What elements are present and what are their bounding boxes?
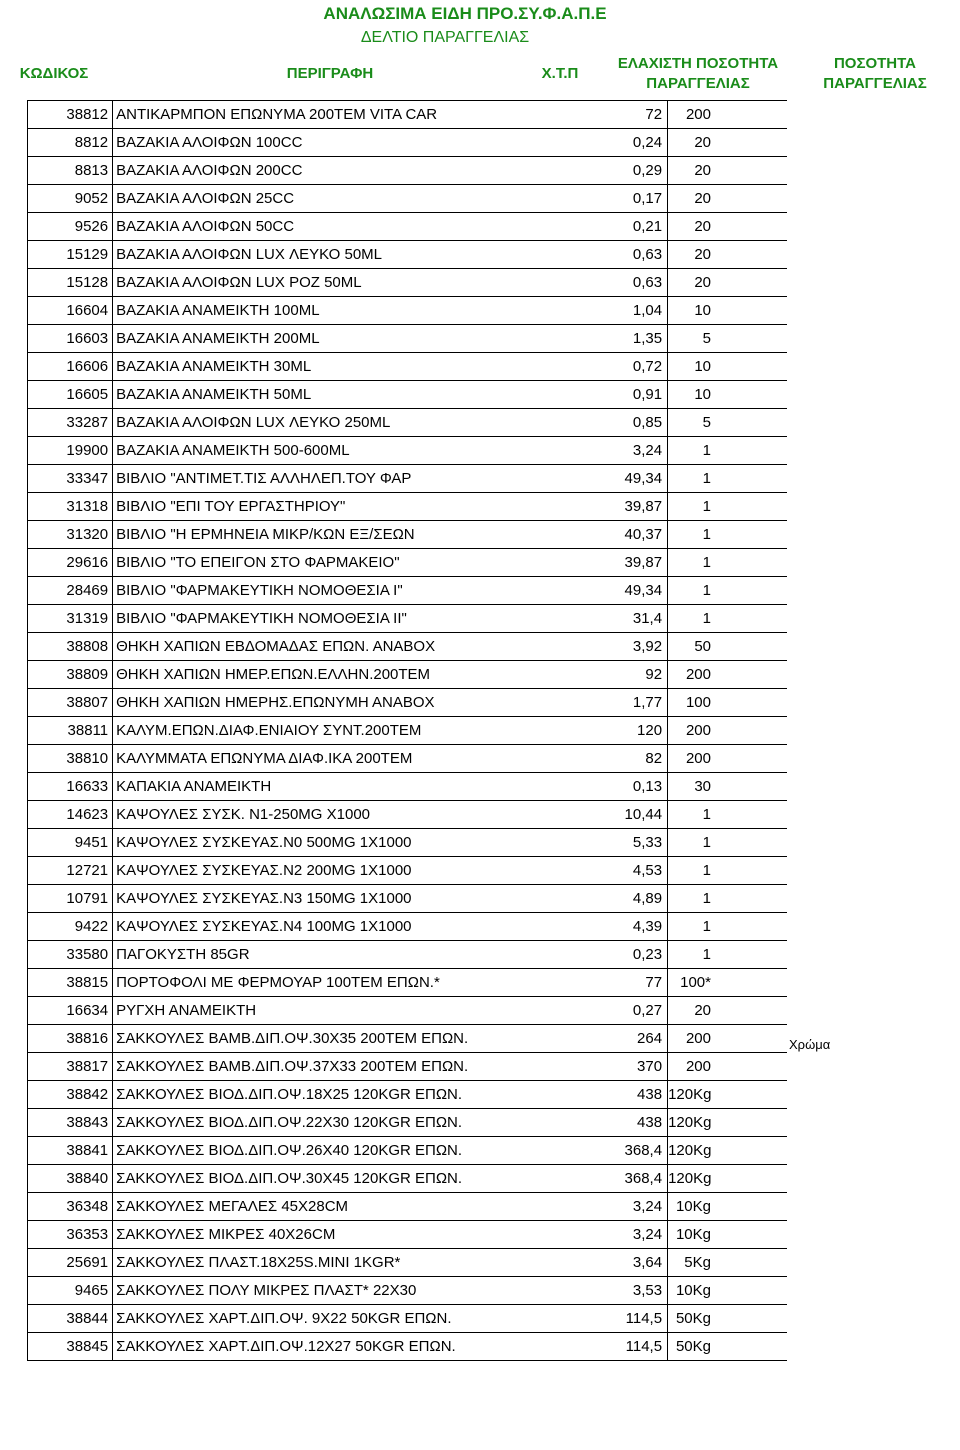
item-description: ΘΗΚΗ ΧΑΠΙΩΝ ΗΜΕΡΗΣ.ΕΠΩΝΥΜΗ ΑΝΑΒΟΧ [113,689,500,717]
table-row [28,465,788,493]
item-description: ΣΑΚΚΟΥΛΕΣ ΜΕΓΑΛΕΣ 45Χ28CM [113,1193,500,1221]
item-code: 36353 [28,1221,113,1249]
item-code: 38816 [28,1025,113,1053]
item-description: ΒΑΖΑΚΙΑ ΑΝΑΜΕΙΚΤΗ 500-600ML [113,437,500,465]
item-min-quantity: 1 [668,437,787,465]
item-price: 3,53 [500,1277,668,1305]
item-code: 16633 [28,773,113,801]
item-min-quantity: 20 [668,997,787,1025]
item-description: ΒΑΖΑΚΙΑ ΑΛΟΙΦΩΝ 200CC [113,157,500,185]
item-order-quantity[interactable] [787,940,960,970]
table-row [28,857,788,885]
item-order-quantity[interactable] [787,700,960,730]
item-price: 3,64 [500,1249,668,1277]
item-order-quantity[interactable] [787,610,960,640]
item-price: 0,91 [500,381,668,409]
item-code: 38811 [28,717,113,745]
item-order-quantity[interactable] [787,430,960,460]
item-price: 82 [500,745,668,773]
item-code: 38808 [28,633,113,661]
table-row [28,381,788,409]
item-description: ΣΑΚΚΟΥΛΕΣ ΒΑΜΒ.ΔΙΠ.ΟΨ.37Χ33 200ΤΕΜ ΕΠΩΝ. [113,1053,500,1081]
table-row [28,633,788,661]
item-price: 3,24 [500,437,668,465]
item-price: 77 [500,969,668,997]
table-row [28,1193,788,1221]
item-description: ΚΑΨΟΥΛΕΣ ΣΥΣΚΕΥΑΣ.Ν4 100MG 1Χ1000 [113,913,500,941]
item-min-quantity: 20 [668,185,787,213]
item-order-quantity[interactable] [787,190,960,220]
item-code: 19900 [28,437,113,465]
table-row [28,213,788,241]
item-order-quantity[interactable] [787,970,960,1000]
item-price: 0,13 [500,773,668,801]
item-min-quantity: 30 [668,773,787,801]
item-code: 38812 [28,101,113,129]
item-price: 0,63 [500,241,668,269]
item-order-quantity[interactable] [787,670,960,700]
item-description: ΚΑΛΥΜ.ΕΠΩΝ.ΔΙΑΦ.ΕΝΙΑΙΟΥ ΣΥΝΤ.200ΤΕΜ [113,717,500,745]
item-min-quantity: 5 [668,409,787,437]
item-description: ΒΑΖΑΚΙΑ ΑΛΟΙΦΩΝ 100CC [113,129,500,157]
item-order-quantity[interactable] [787,1300,960,1330]
item-price: 0,85 [500,409,668,437]
item-description: ΒΑΖΑΚΙΑ ΑΛΟΙΦΩΝ LUX ΡΟΖ 50ML [113,269,500,297]
item-order-quantity[interactable] [787,1270,960,1300]
item-description: ΒΙΒΛΙΟ "ΤΟ ΕΠΕΙΓΟΝ ΣΤΟ ΦΑΡΜΑΚΕΙΟ" [113,549,500,577]
item-code: 31318 [28,493,113,521]
item-price: 92 [500,661,668,689]
table-row [28,1081,788,1109]
item-price: 1,77 [500,689,668,717]
item-min-quantity: 1 [668,549,787,577]
item-price: 0,21 [500,213,668,241]
item-min-quantity: 1 [668,521,787,549]
item-min-quantity: 1 [668,577,787,605]
table-row [28,1025,788,1053]
item-description: ΣΑΚΚΟΥΛΕΣ ΠΟΛΥ ΜΙΚΡΕΣ ΠΛΑΣΤ* 22Χ30 [113,1277,500,1305]
item-order-quantity[interactable] [787,160,960,190]
table-row [28,549,788,577]
table-row [28,1333,788,1361]
table-row [28,773,788,801]
item-min-quantity: 20 [668,157,787,185]
item-price: 3,24 [500,1193,668,1221]
header-code: ΚΩΔΙΚΟΣ [19,65,89,82]
item-order-quantity[interactable]: Χρώμα [789,1037,831,1052]
item-price: 31,4 [500,605,668,633]
item-order-quantity[interactable] [787,1330,960,1360]
item-code: 15128 [28,269,113,297]
item-min-quantity: 100 [668,689,787,717]
item-description: ΒΑΖΑΚΙΑ ΑΝΑΜΕΙΚΤΗ 30ML [113,353,500,381]
item-min-quantity: 20 [668,213,787,241]
item-description: ΚΑΨΟΥΛΕΣ ΣΥΣΚΕΥΑΣ.Ν2 200MG 1Χ1000 [113,857,500,885]
item-code: 9422 [28,913,113,941]
item-order-quantity[interactable] [787,1120,960,1150]
item-order-quantity[interactable] [787,310,960,340]
item-order-quantity[interactable] [787,1390,960,1420]
item-price: 49,34 [500,465,668,493]
item-price: 0,29 [500,157,668,185]
table-row [28,185,788,213]
item-code: 8813 [28,157,113,185]
item-code: 8812 [28,129,113,157]
item-min-quantity: 10Kg [668,1193,787,1221]
item-order-quantity[interactable] [787,880,960,910]
item-code: 33580 [28,941,113,969]
table-row [28,157,788,185]
item-description: ΑΝΤΙΚΑΡΜΠΟΝ ΕΠΩΝΥΜΑ 200ΤΕΜ VITA CAR [113,101,500,129]
table-row [28,577,788,605]
item-code: 38807 [28,689,113,717]
item-min-quantity: 200 [668,1053,787,1081]
item-order-quantity[interactable] [787,340,960,370]
item-price: 4,89 [500,885,668,913]
table-row [28,941,788,969]
item-order-quantity[interactable] [787,850,960,880]
item-min-quantity: 1 [668,829,787,857]
table-row [28,409,788,437]
item-order-quantity[interactable] [787,1150,960,1180]
header-description: ΠΕΡΙΓΡΑΦΗ [286,65,374,82]
table-row [28,1137,788,1165]
item-min-quantity: 120Kg [668,1137,787,1165]
item-description: ΒΑΖΑΚΙΑ ΑΝΑΜΕΙΚΤΗ 200ML [113,325,500,353]
table-row [28,717,788,745]
item-min-quantity: 100* [668,969,787,997]
item-description: ΣΑΚΚΟΥΛΕΣ ΒΙΟΔ.ΔΙΠ.ΟΨ.26Χ40 120KGR ΕΠΩΝ. [113,1137,500,1165]
table-row [28,353,788,381]
item-min-quantity: 50Kg [668,1305,787,1333]
item-min-quantity: 200 [668,745,787,773]
item-price: 0,23 [500,941,668,969]
item-min-quantity: 1 [668,605,787,633]
item-min-quantity: 50Kg [668,1333,787,1361]
item-price: 438 [500,1109,668,1137]
item-code: 10791 [28,885,113,913]
item-price: 39,87 [500,549,668,577]
item-code: 16634 [28,997,113,1025]
item-order-quantity[interactable] [787,100,960,130]
item-code: 38817 [28,1053,113,1081]
item-price: 0,72 [500,353,668,381]
item-order-quantity[interactable] [787,400,960,430]
table-row [28,1109,788,1137]
item-code: 38841 [28,1137,113,1165]
item-price: 5,33 [500,829,668,857]
table-row [28,661,788,689]
table-row [28,325,788,353]
item-code: 36348 [28,1193,113,1221]
table-row [28,521,788,549]
header-order-quantity: ΠΟΣΟΤΗΤΑ ΠΑΡΑΓΓΕΛΙΑΣ [823,55,927,92]
item-price: 368,4 [500,1137,668,1165]
item-code: 38843 [28,1109,113,1137]
item-code: 9526 [28,213,113,241]
item-price: 368,4 [500,1165,668,1193]
item-code: 9451 [28,829,113,857]
item-code: 38815 [28,969,113,997]
item-price: 4,39 [500,913,668,941]
item-description: ΣΑΚΚΟΥΛΕΣ ΒΙΟΔ.ΔΙΠ.ΟΨ.30Χ45 120KGR ΕΠΩΝ. [113,1165,500,1193]
item-description: ΒΙΒΛΙΟ "ΦΑΡΜΑΚΕΥΤΙΚΗ ΝΟΜΟΘΕΣΙΑ Ι" [113,577,500,605]
item-order-quantity[interactable] [787,460,960,490]
item-description: ΒΙΒΛΙΟ "ΦΑΡΜΑΚΕΥΤΙΚΗ ΝΟΜΟΘΕΣΙΑ ΙΙ" [113,605,500,633]
item-min-quantity: 1 [668,885,787,913]
item-order-quantity[interactable] [787,760,960,790]
item-order-quantity[interactable] [787,580,960,610]
table-row [28,241,788,269]
item-order-quantity[interactable] [787,1420,960,1450]
item-description: ΚΑΨΟΥΛΕΣ ΣΥΣΚΕΥΑΣ.Ν3 150MG 1Χ1000 [113,885,500,913]
item-min-quantity: 200 [668,101,787,129]
item-price: 370 [500,1053,668,1081]
table-row [28,437,788,465]
item-order-quantity[interactable] [787,250,960,280]
item-code: 9052 [28,185,113,213]
header-min-quantity: ΕΛΑΧΙΣΤΗ ΠΟΣΟΤΗΤΑ ΠΑΡΑΓΓΕΛΙΑΣ [617,55,779,92]
table-row [28,885,788,913]
item-code: 25691 [28,1249,113,1277]
item-code: 33347 [28,465,113,493]
item-order-quantity[interactable] [787,490,960,520]
item-price: 0,63 [500,269,668,297]
item-code: 16603 [28,325,113,353]
item-min-quantity: 10 [668,353,787,381]
item-description: ΠΟΡΤΟΦΟΛΙ ΜΕ ΦΕΡΜΟΥΑΡ 100ΤΕΜ ΕΠΩΝ.* [113,969,500,997]
item-min-quantity: 1 [668,857,787,885]
item-min-quantity: 1 [668,493,787,521]
table-row [28,129,788,157]
item-price: 120 [500,717,668,745]
item-min-quantity: 1 [668,913,787,941]
item-description: ΒΑΖΑΚΙΑ ΑΛΟΙΦΩΝ LUX ΛΕΥΚΟ 250ML [113,409,500,437]
item-order-quantity[interactable] [787,280,960,310]
item-min-quantity: 10Kg [668,1277,787,1305]
order-quantity-column [787,100,960,1450]
item-description: ΒΙΒΛΙΟ "Η ΕΡΜΗΝΕΙΑ ΜΙΚΡ/ΚΩΝ ΕΞ/ΣΕΩΝ [113,521,500,549]
document-title: ΑΝΑΛΩΣΙΜΑ ΕΙΔΗ ΠΡΟ.ΣΥ.Φ.Α.Π.Ε [323,4,607,23]
item-code: 9465 [28,1277,113,1305]
item-order-quantity[interactable] [787,520,960,550]
table-row [28,1053,788,1081]
item-min-quantity: 200 [668,661,787,689]
item-price: 1,04 [500,297,668,325]
item-price: 0,27 [500,997,668,1025]
item-code: 28469 [28,577,113,605]
item-min-quantity: 5 [668,325,787,353]
item-code: 16606 [28,353,113,381]
item-price: 114,5 [500,1305,668,1333]
item-price: 264 [500,1025,668,1053]
item-description: ΒΙΒΛΙΟ "ΑΝΤΙΜΕΤ.ΤΙΣ ΑΛΛΗΛΕΠ.ΤΟΥ ΦΑΡ [113,465,500,493]
item-min-quantity: 120Kg [668,1165,787,1193]
item-price: 438 [500,1081,668,1109]
item-price: 1,35 [500,325,668,353]
item-min-quantity: 120Kg [668,1081,787,1109]
item-order-quantity[interactable] [787,820,960,850]
item-min-quantity: 20 [668,129,787,157]
item-order-quantity[interactable] [787,550,960,580]
item-order-quantity[interactable] [787,910,960,940]
table-row [28,913,788,941]
item-code: 38840 [28,1165,113,1193]
item-code: 38810 [28,745,113,773]
item-description: ΘΗΚΗ ΧΑΠΙΩΝ ΗΜΕΡ.ΕΠΩΝ.ΕΛΛΗΝ.200ΤΕΜ [113,661,500,689]
item-order-quantity[interactable] [787,1000,960,1030]
table-row [28,1165,788,1193]
item-order-quantity[interactable] [787,370,960,400]
item-description: ΒΑΖΑΚΙΑ ΑΛΟΙΦΩΝ LUX ΛΕΥΚΟ 50ML [113,241,500,269]
table-row [28,605,788,633]
item-min-quantity: 10 [668,297,787,325]
item-order-quantity[interactable] [787,220,960,250]
item-description: ΣΑΚΚΟΥΛΕΣ ΒΑΜΒ.ΔΙΠ.ΟΨ.30Χ35 200ΤΕΜ ΕΠΩΝ. [113,1025,500,1053]
item-order-quantity[interactable] [787,1060,960,1090]
table-row [28,969,788,997]
item-price: 4,53 [500,857,668,885]
item-price: 72 [500,101,668,129]
item-description: ΚΑΠΑΚΙΑ ΑΝΑΜΕΙΚΤΗ [113,773,500,801]
item-min-quantity: 200 [668,717,787,745]
item-code: 16604 [28,297,113,325]
header-price: Χ.Τ.Π [541,65,579,82]
item-price: 10,44 [500,801,668,829]
item-min-quantity: 1 [668,941,787,969]
item-description: ΣΑΚΚΟΥΛΕΣ ΒΙΟΔ.ΔΙΠ.ΟΨ.22Χ30 120KGR ΕΠΩΝ. [113,1109,500,1137]
item-description: ΣΑΚΚΟΥΛΕΣ ΧΑΡΤ.ΔΙΠ.ΟΨ.12Χ27 50KGR ΕΠΩΝ. [113,1333,500,1361]
item-price: 39,87 [500,493,668,521]
item-min-quantity: 1 [668,801,787,829]
column-headers [0,52,960,98]
table-row [28,745,788,773]
item-description: ΒΑΖΑΚΙΑ ΑΝΑΜΕΙΚΤΗ 100ML [113,297,500,325]
item-price: 3,24 [500,1221,668,1249]
item-min-quantity: 20 [668,241,787,269]
item-code: 38845 [28,1333,113,1361]
item-order-quantity[interactable] [787,1180,960,1210]
item-order-quantity[interactable] [787,790,960,820]
item-code: 14623 [28,801,113,829]
item-description: ΣΑΚΚΟΥΛΕΣ ΠΛΑΣΤ.18Χ25S.MINI 1KGR* [113,1249,500,1277]
table-row [28,801,788,829]
item-price: 3,92 [500,633,668,661]
item-description: ΒΑΖΑΚΙΑ ΑΛΟΙΦΩΝ 50CC [113,213,500,241]
table-row [28,269,788,297]
item-code: 31320 [28,521,113,549]
item-description: ΒΑΖΑΚΙΑ ΑΛΟΙΦΩΝ 25CC [113,185,500,213]
table-row [28,1277,788,1305]
item-price: 0,24 [500,129,668,157]
item-price: 0,17 [500,185,668,213]
item-min-quantity: 10 [668,381,787,409]
table-row [28,997,788,1025]
item-description: ΘΗΚΗ ΧΑΠΙΩΝ ΕΒΔΟΜΑΔΑΣ ΕΠΩΝ. ΑΝΑΒΟΧ [113,633,500,661]
table-row [28,1221,788,1249]
table-row [28,493,788,521]
item-description: ΣΑΚΚΟΥΛΕΣ ΧΑΡΤ.ΔΙΠ.ΟΨ. 9Χ22 50KGR ΕΠΩΝ. [113,1305,500,1333]
item-description: ΒΑΖΑΚΙΑ ΑΝΑΜΕΙΚΤΗ 50ML [113,381,500,409]
table-row [28,1305,788,1333]
document-subtitle: ΔΕΛΤΙΟ ΠΑΡΑΓΓΕΛΙΑΣ [360,29,530,46]
item-order-quantity[interactable] [787,130,960,160]
item-description: ΚΑΛΥΜΜΑΤΑ ΕΠΩΝΥΜΑ ΔΙΑΦ.ΙΚΑ 200ΤΕΜ [113,745,500,773]
item-min-quantity: 1 [668,465,787,493]
item-order-quantity[interactable] [787,1210,960,1240]
item-code: 31319 [28,605,113,633]
table-row [28,297,788,325]
item-price: 40,37 [500,521,668,549]
item-code: 12721 [28,857,113,885]
item-code: 29616 [28,549,113,577]
table-row [28,829,788,857]
products-table [27,100,787,1361]
item-order-quantity[interactable] [787,1240,960,1270]
item-min-quantity: 5Kg [668,1249,787,1277]
item-order-quantity[interactable] [787,730,960,760]
item-description: ΣΑΚΚΟΥΛΕΣ ΜΙΚΡΕΣ 40Χ26CM [113,1221,500,1249]
item-description: ΚΑΨΟΥΛΕΣ ΣΥΣΚΕΥΑΣ.Ν0 500MG 1Χ1000 [113,829,500,857]
item-code: 38844 [28,1305,113,1333]
item-code: 38842 [28,1081,113,1109]
item-min-quantity: 20 [668,269,787,297]
item-code: 33287 [28,409,113,437]
item-code: 15129 [28,241,113,269]
item-order-quantity[interactable] [787,1090,960,1120]
item-description: ΒΙΒΛΙΟ "ΕΠΙ ΤΟΥ ΕΡΓΑΣΤΗΡΙΟΥ" [113,493,500,521]
table-row [28,1249,788,1277]
item-description: ΣΑΚΚΟΥΛΕΣ ΒΙΟΔ.ΔΙΠ.ΟΨ.18Χ25 120KGR ΕΠΩΝ. [113,1081,500,1109]
item-order-quantity[interactable] [787,640,960,670]
item-code: 38809 [28,661,113,689]
item-description: ΠΑΓΟΚΥΣΤΗ 85GR [113,941,500,969]
item-min-quantity: 200 [668,1025,787,1053]
item-min-quantity: 50 [668,633,787,661]
item-price: 114,5 [500,1333,668,1361]
item-price: 49,34 [500,577,668,605]
table-row [28,689,788,717]
item-description: ΚΑΨΟΥΛΕΣ ΣΥΣΚ. Ν1-250MG Χ1000 [113,801,500,829]
item-min-quantity: 10Kg [668,1221,787,1249]
item-description: ΡΥΓΧΗ ΑΝΑΜΕΙΚΤΗ [113,997,500,1025]
item-min-quantity: 120Kg [668,1109,787,1137]
table-row [28,101,788,129]
item-code: 16605 [28,381,113,409]
item-order-quantity[interactable] [787,1360,960,1390]
